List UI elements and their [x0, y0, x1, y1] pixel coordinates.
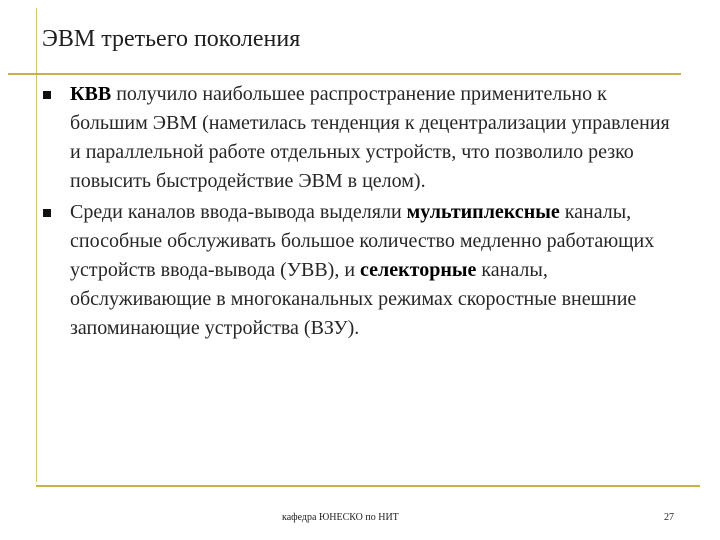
- bullet-text: получило наибольшее распространение применительно к большим ЭВМ (наметилась тенденция к децентрализации управления и параллельной работе отдельных устройств, что позволило резко повысить быстродействие ЭВМ в целом).: [70, 83, 670, 192]
- square-bullet-icon: [43, 91, 51, 99]
- bold-term-selector: селекторные: [360, 259, 477, 281]
- bullet-item-2: [42, 198, 682, 343]
- bullet-text-part1: Среди каналов ввода-вывода выделяли: [70, 201, 407, 223]
- footer-department: кафедра ЮНЕСКО по НИТ: [282, 512, 399, 523]
- title-underline: [8, 73, 681, 75]
- square-bullet-icon: [43, 209, 51, 217]
- bold-term-multiplex: мультиплексные: [406, 201, 560, 223]
- bullet-item-1: [42, 80, 682, 196]
- footer-divider: [36, 485, 700, 487]
- bullet-text-part2: каналы, способные обслуживать большое количество медленно работающих устройств ввода-вывода (УВВ), и: [70, 201, 655, 281]
- slide-title: ЭВМ третьего поколения: [42, 26, 301, 52]
- vertical-accent-line: [36, 8, 37, 482]
- page-number: 27: [664, 512, 674, 523]
- bold-term-kvv: КВВ: [70, 83, 112, 105]
- slide-content: [42, 80, 682, 345]
- bullet-text-part3: каналы, обслуживающие в многоканальных режимах скоростные внешние запоминающие устройства (ВЗУ).: [70, 259, 637, 339]
